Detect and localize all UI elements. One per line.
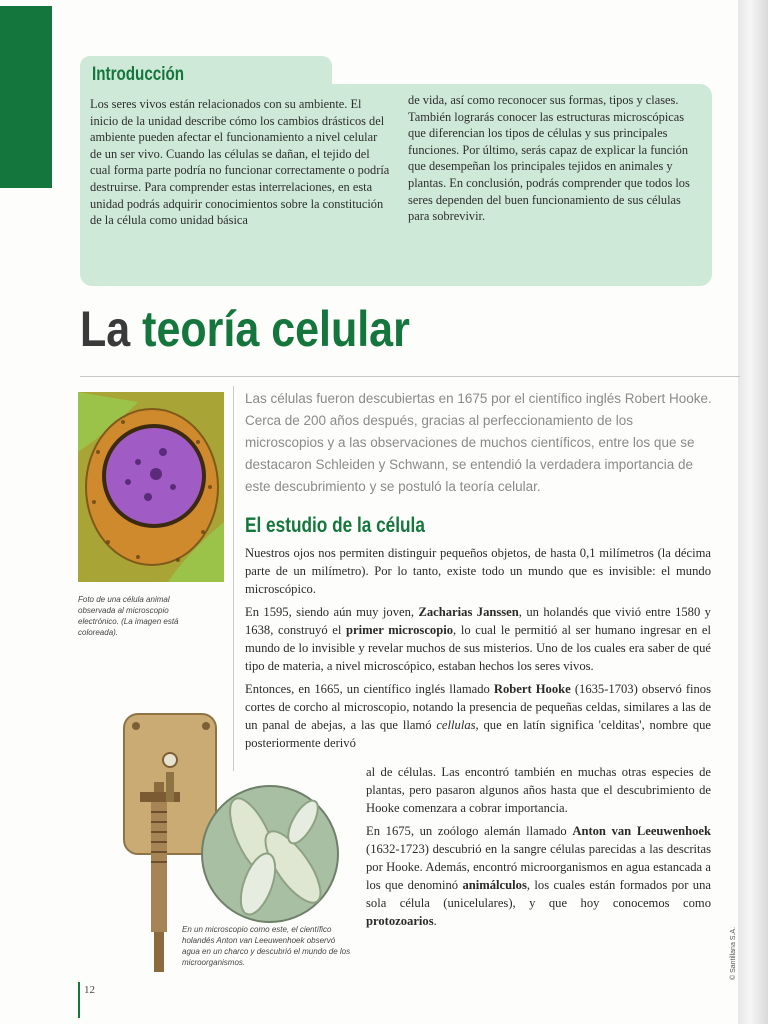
intro-box bbox=[80, 56, 712, 286]
intro-title: Introducción bbox=[92, 64, 185, 85]
section-heading: El estudio de la célula bbox=[245, 514, 425, 537]
page-title bbox=[80, 300, 410, 358]
paragraph-4: En 1675, un zoólogo alemán llamado Anton van Leeuwenhoek (1632-1723) descubrió en la sangre células parecidas a las descritas por Hooke. Además, encontró microorganismos en agua estancada a los que denominó animálculos, los cuales están formados por una sola célula (unicelulares), y que hoy conocemos como protozoarios. bbox=[366, 824, 712, 928]
page-edge bbox=[738, 0, 768, 1024]
paragraph-3: Entonces, en 1665, un científico inglés llamado Robert Hooke (1635-1703) observó finos cortes de corcho al microscopio, notando la presencia de pequeñas celdas, similares a las de un panal de abejas, a las que llamó cellulas, que en latín significa 'celditas', nombre que posteriormente derivó bbox=[245, 682, 712, 750]
chapter-tab bbox=[0, 6, 52, 188]
page-number: 12 bbox=[84, 984, 95, 996]
title-part-2: teoría celular bbox=[142, 301, 410, 357]
copyright-notice: © Santillana S.A. bbox=[730, 926, 737, 980]
body-column-narrow bbox=[366, 763, 711, 935]
paragraph-1: Nuestros ojos nos permiten distinguir pequeños objetos, de hasta 0,1 milímetros (la décima parte de un milímetro). Por lo tanto, existe todo un mundo que es invisible: el mundo microscópico. bbox=[245, 546, 711, 596]
lead-paragraph: Las células fueron descubiertas en 1675 por el científico inglés Robert Hooke. Cerca de 200 años después, gracias al perfeccionamiento de los microscopios y a las observaciones de muchos científicos, entre los que se destacaron Schleiden y Schwann, se entendió la verdadera importancia de este descubrimiento y se postuló la teoría celular. bbox=[245, 391, 712, 494]
page-number-mark bbox=[78, 982, 80, 1018]
paragraph-3-continued: al de células. Las encontró también en muchas otras especies de plantas, pero pasaron algunos años hasta que el descubrimiento de Hooke comenzara a cobrar importancia. bbox=[366, 765, 711, 815]
title-part-1: La bbox=[80, 301, 131, 357]
intro-text-left: Los seres vivos están relacionados con su ambiente. El inicio de la unidad describe cómo los cambios drásticos del ambiente pueden afectar el funcionamiento a nivel celular de un ser vivo. Cuando las células se dañan, el tejido del cual forma parte podría no funcionar correctamente o podría destruirse. Para comprender estas interrelaciones, en esta unidad podrás adquirir conocimientos sobre la constitución de la célula como unidad básica bbox=[90, 97, 390, 228]
intro-text-right: de vida, así como reconocer sus formas, tipos y clases. También lograrás conocer las estructuras microscópicas que diferencian los tipos de células y sus principales funciones. Por último, serás capaz de explicar la función que desempeñan los principales tejidos en animales y plantas. En conclusión, podrás comprender que todos los seres dependen del buen funcionamiento de sus células para sobrevivir. bbox=[408, 93, 690, 224]
paragraph-2: En 1595, siendo aún muy joven, Zacharias Janssen, un holandés que vivió entre 1580 y 1638, construyó el primer microscopio, lo cual le permitió al ser humano ingresar en el mundo de lo invisible y revelar muchos de sus misterios. Uno de los cuales era saber de qué tipo de materia, a nivel microscópico, estaban hechos los seres vivos. bbox=[245, 605, 711, 673]
cell-photo-caption: Foto de una célula animal observada al microscopio electrónico. (La imagen está coloreada). bbox=[78, 595, 179, 637]
title-divider bbox=[80, 376, 740, 377]
cell-photo bbox=[78, 392, 224, 582]
microscope-caption: En un microscopio como este, el científico holandés Anton van Leeuwenhoek observó agua en un charco y descubrió el mundo de los microorganismos. bbox=[182, 925, 351, 967]
